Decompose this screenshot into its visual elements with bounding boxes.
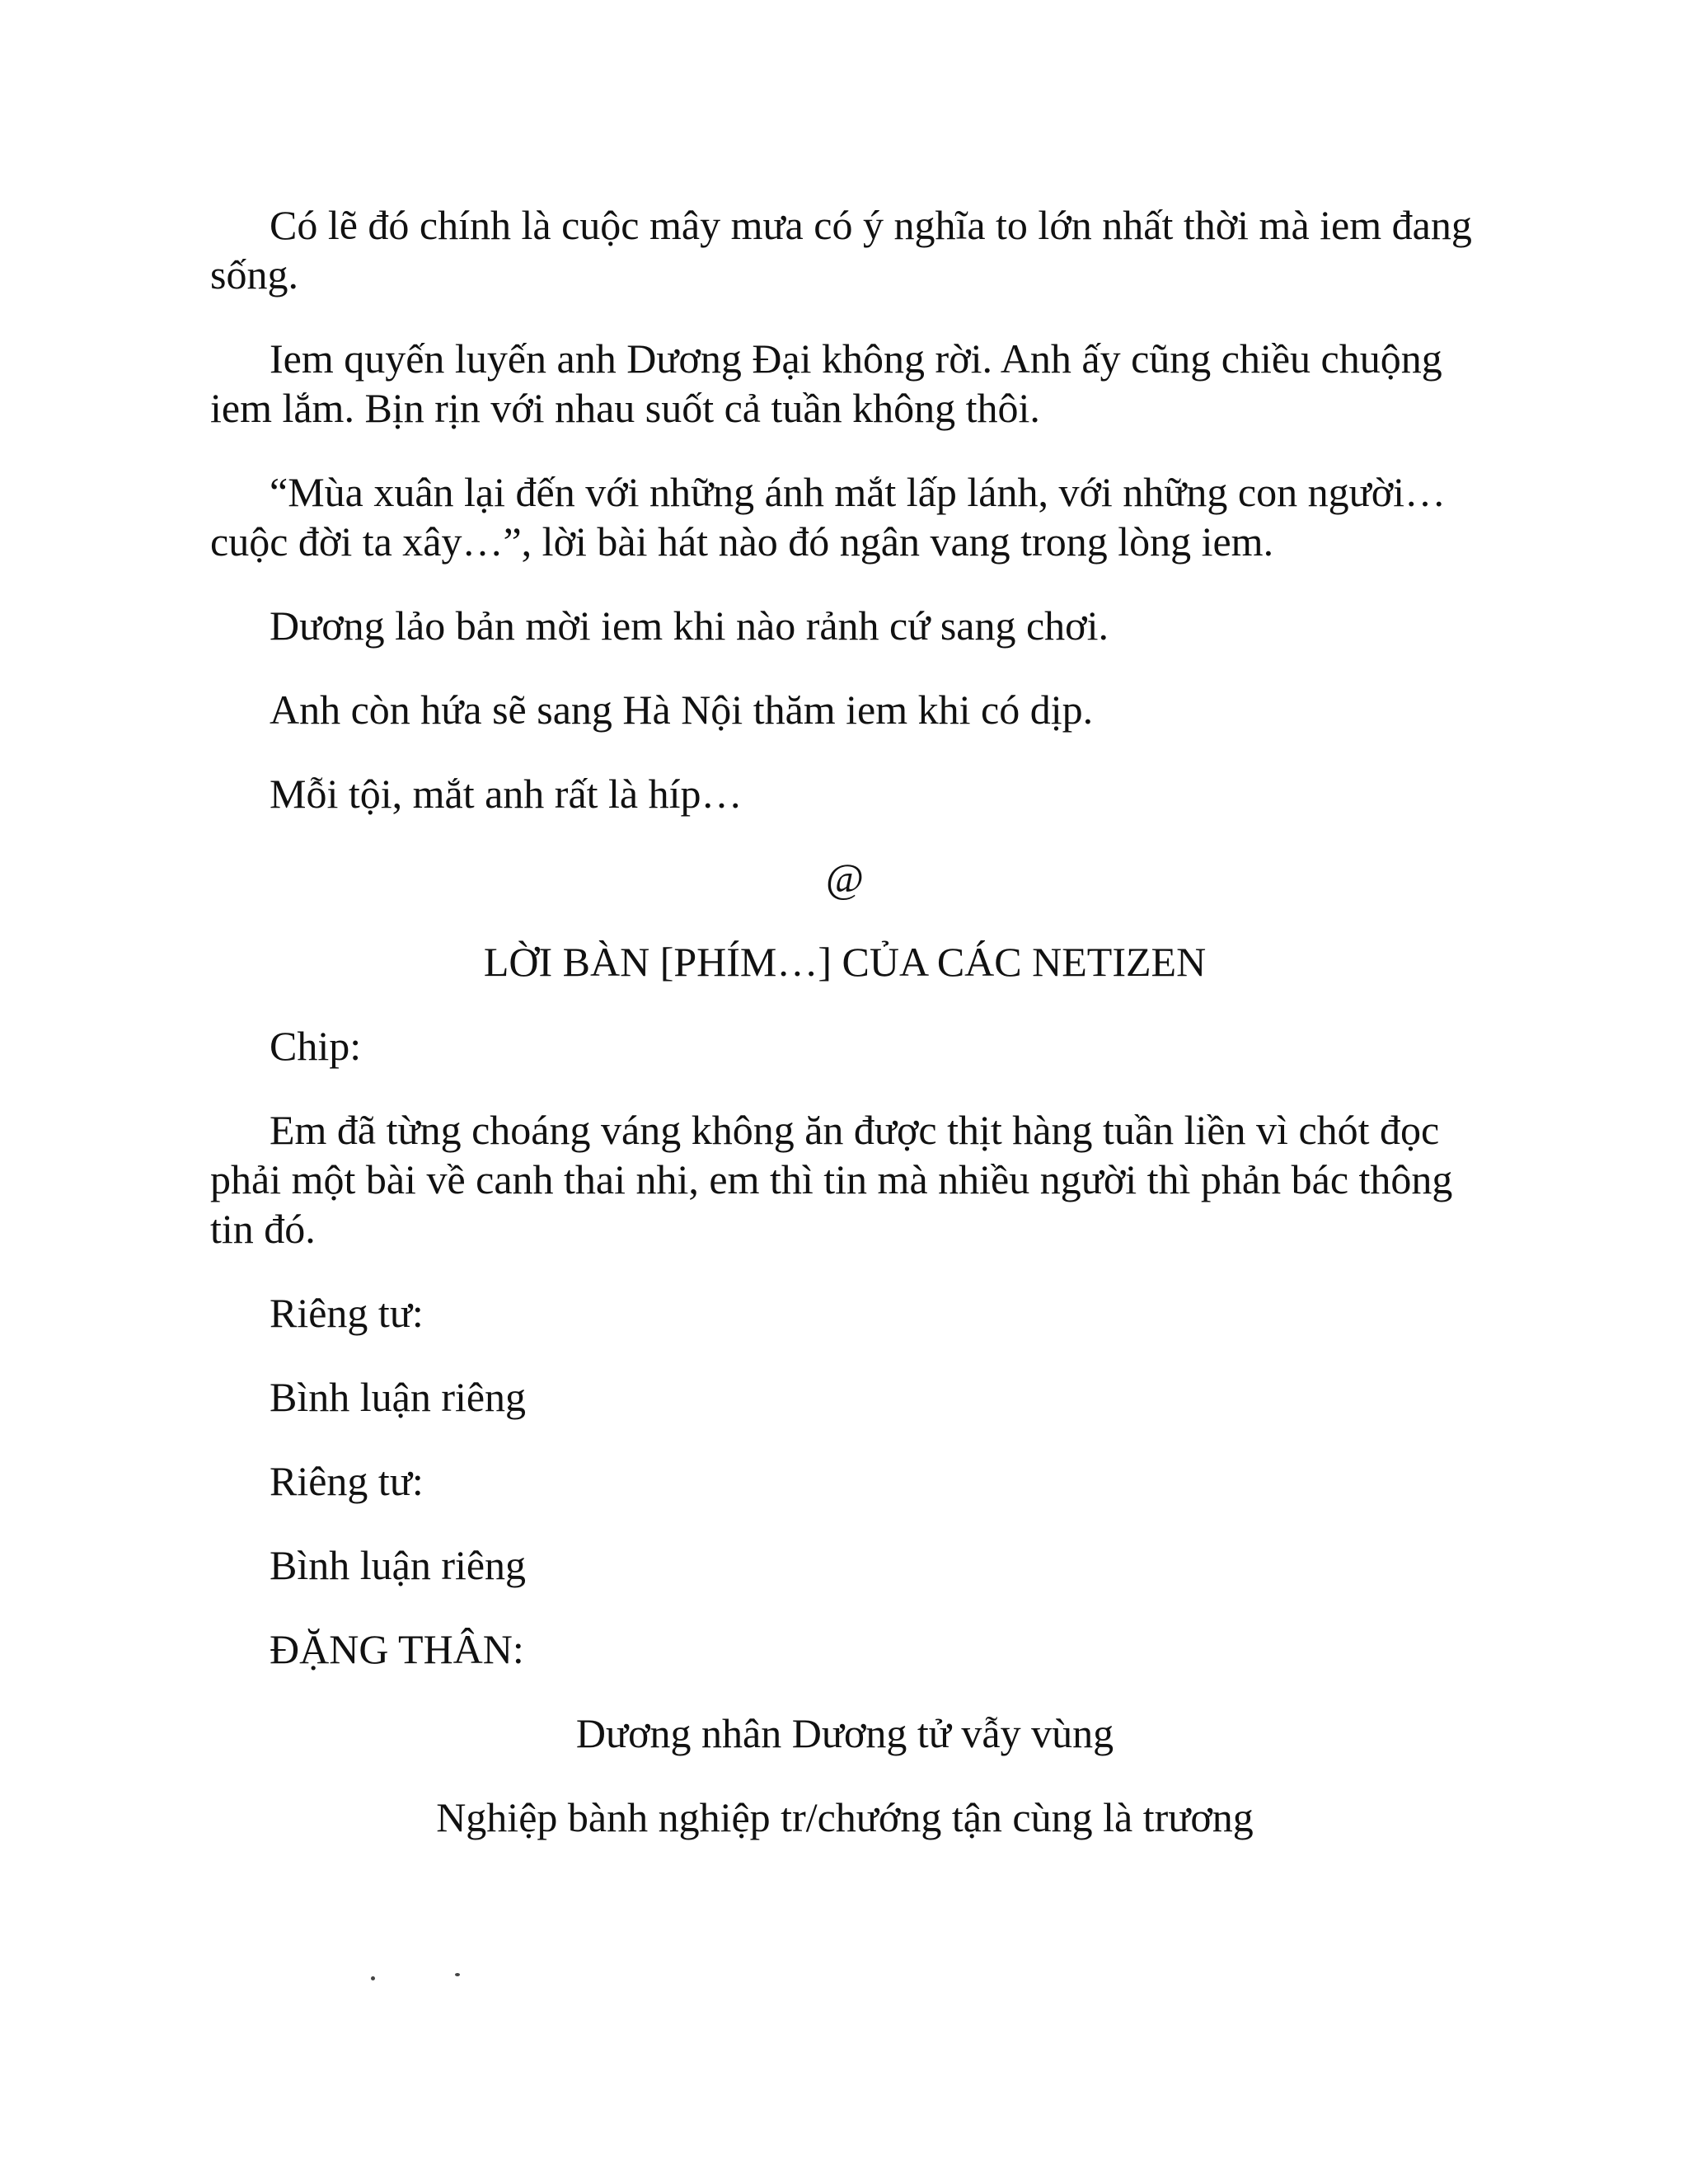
- paragraph: Dương lảo bản mời iem khi nào rảnh cứ sang chơi.: [270, 602, 1109, 649]
- section-separator: @: [825, 855, 865, 901]
- comment-text: Bình luận riêng: [270, 1374, 527, 1420]
- section-heading: LỜI BÀN [PHÍM…] CỦA CÁC NETIZEN: [483, 939, 1207, 985]
- comment-author: Riêng tư:: [270, 1290, 424, 1336]
- comment-author: Chip:: [270, 1023, 362, 1069]
- paragraph: Iem quyến luyến anh Dương Đại không rời. Anh ấy cũng chiều chuộng iem lắm. Bịn rịn với nhau suốt cả tuần không thôi.: [210, 335, 1442, 431]
- paragraph: “Mùa xuân lại đến với những ánh mắt lấp lánh, với những con người… cuộc đời ta xây…”, lời bài hát nào đó ngân vang trong lòng iem.: [210, 469, 1447, 565]
- ink-dot: [371, 1976, 375, 1980]
- comment-text: Bình luận riêng: [270, 1542, 527, 1588]
- comment-author: Riêng tư:: [270, 1458, 424, 1504]
- comment-text: Em đã từng choáng váng không ăn được thịt hàng tuần liền vì chót đọc phải một bài về canh thai nhi, em thì tin mà nhiều người thì phản bác thông tin đó.: [210, 1107, 1453, 1252]
- paragraph: Có lẽ đó chính là cuộc mây mưa có ý nghĩa to lớn nhất thời mà iem đang sống.: [210, 202, 1472, 298]
- paragraph: Mỗi tội, mắt anh rất là híp…: [270, 771, 743, 817]
- paragraph: Anh còn hứa sẽ sang Hà Nội thăm iem khi có dịp.: [270, 687, 1094, 733]
- verse-line: Dương nhân Dương tử vẫy vùng: [575, 1710, 1114, 1756]
- text-column: [210, 200, 1479, 1877]
- comment-author: ĐẶNG THÂN:: [270, 1626, 524, 1672]
- verse-line: Nghiệp bành nghiệp tr/chướng tận cùng là trương: [436, 1794, 1254, 1840]
- cutoff-text-fragment: [363, 1971, 478, 1983]
- ink-dot: [455, 1973, 460, 1976]
